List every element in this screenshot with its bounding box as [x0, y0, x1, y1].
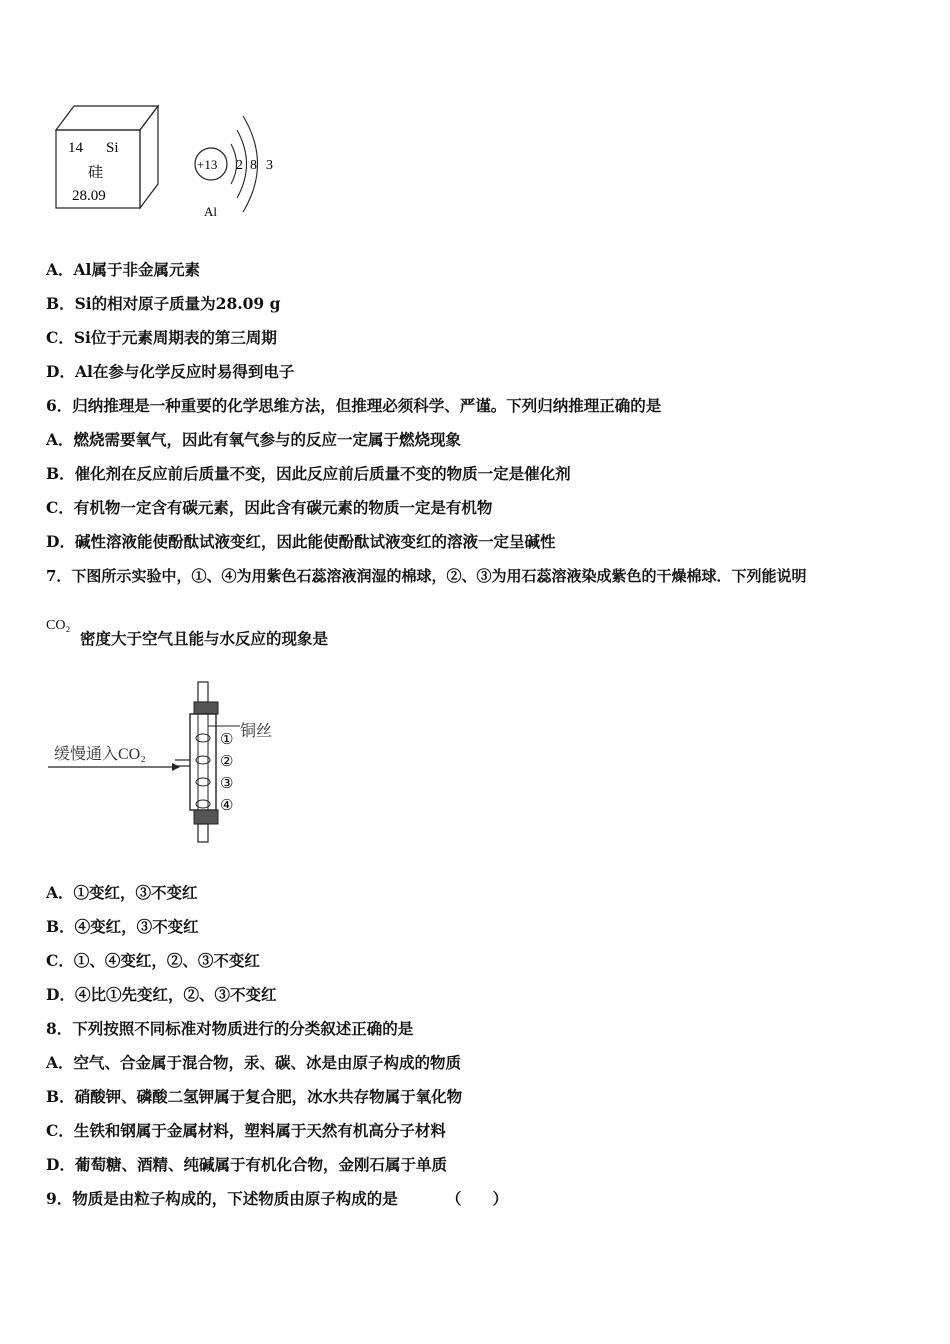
element-symbol: Si — [106, 140, 119, 156]
ball-4: ④ — [220, 798, 234, 814]
shell-3: 3 — [266, 158, 273, 173]
inlet-label: 缓慢通入CO₂ — [54, 746, 146, 763]
wire-label: 铜丝 — [240, 723, 273, 740]
q7-co2: CO₂ — [46, 618, 71, 633]
element-and-atom-figure — [50, 100, 290, 220]
q5-option-d: D．Al在参与化学反应时易得到电子 — [46, 362, 295, 381]
q5-option-c: C．Si位于元素周期表的第三周期 — [46, 328, 277, 347]
q7-stem-continued: 密度大于空气且能与水反应的现象是 — [80, 629, 329, 648]
q6-option-d: D．碱性溶液能使酚酞试液变红，因此能使酚酞试液变红的溶液一定呈碱性 — [46, 532, 556, 551]
q9-stem: 9．物质是由粒子构成的，下述物质由原子构成的是 — [46, 1189, 398, 1208]
q6-option-a: A．燃烧需要氧气，因此有氧气参与的反应一定属于燃烧现象 — [46, 430, 462, 449]
q8-option-c: C．生铁和钢属于金属材料，塑料属于天然有机高分子材料 — [46, 1121, 446, 1140]
element-mass: 28.09 — [72, 188, 106, 204]
q7-option-b: B．④变红，③不变红 — [46, 917, 199, 936]
q6-option-c: C．有机物一定含有碳元素，因此含有碳元素的物质一定是有机物 — [46, 498, 493, 517]
element-name: 硅 — [88, 165, 104, 181]
q5-option-a: A．Al属于非金属元素 — [46, 260, 200, 279]
atom-nucleus: +13 — [197, 157, 218, 172]
ball-3: ③ — [220, 776, 234, 792]
q5-option-b: B．Si的相对原子质量为28.09 g — [46, 294, 281, 313]
ball-2: ② — [220, 754, 234, 770]
q7-stem: 7．下图所示实验中，①、④为用紫色石蕊溶液润湿的棉球，②、③为用石蕊溶液染成紫色的干燥棉球．下列能说明 — [46, 567, 807, 585]
q7-option-c: C．①、④变红，②、③不变红 — [46, 951, 260, 970]
co2-apparatus-figure — [44, 680, 294, 845]
shell-2: 8 — [250, 158, 257, 173]
element-number: 14 — [68, 140, 83, 156]
q8-option-d: D．葡萄糖、酒精、纯碱属于有机化合物，金刚石属于单质 — [46, 1155, 447, 1174]
q6-option-b: B．催化剂在反应前后质量不变，因此反应前后质量不变的物质一定是催化剂 — [46, 464, 571, 483]
q8-stem: 8．下列按照不同标准对物质进行的分类叙述正确的是 — [46, 1019, 414, 1038]
q7-option-d: D．④比①先变红，②、③不变红 — [46, 985, 277, 1004]
ball-1: ① — [220, 732, 234, 748]
q7-option-a: A．①变红，③不变红 — [46, 883, 198, 902]
q9-blank: （ ） — [446, 1189, 509, 1208]
q6-stem: 6．归纳推理是一种重要的化学思维方法，但推理必须科学、严谨。下列归纳推理正确的是 — [46, 396, 662, 415]
q8-option-a: A．空气、合金属于混合物，汞、碳、冰是由原子构成的物质 — [46, 1053, 462, 1072]
shell-1: 2 — [236, 158, 243, 173]
q8-option-b: B．硝酸钾、磷酸二氢钾属于复合肥，冰水共存物属于氧化物 — [46, 1087, 463, 1106]
atom-label: Al — [204, 204, 217, 219]
